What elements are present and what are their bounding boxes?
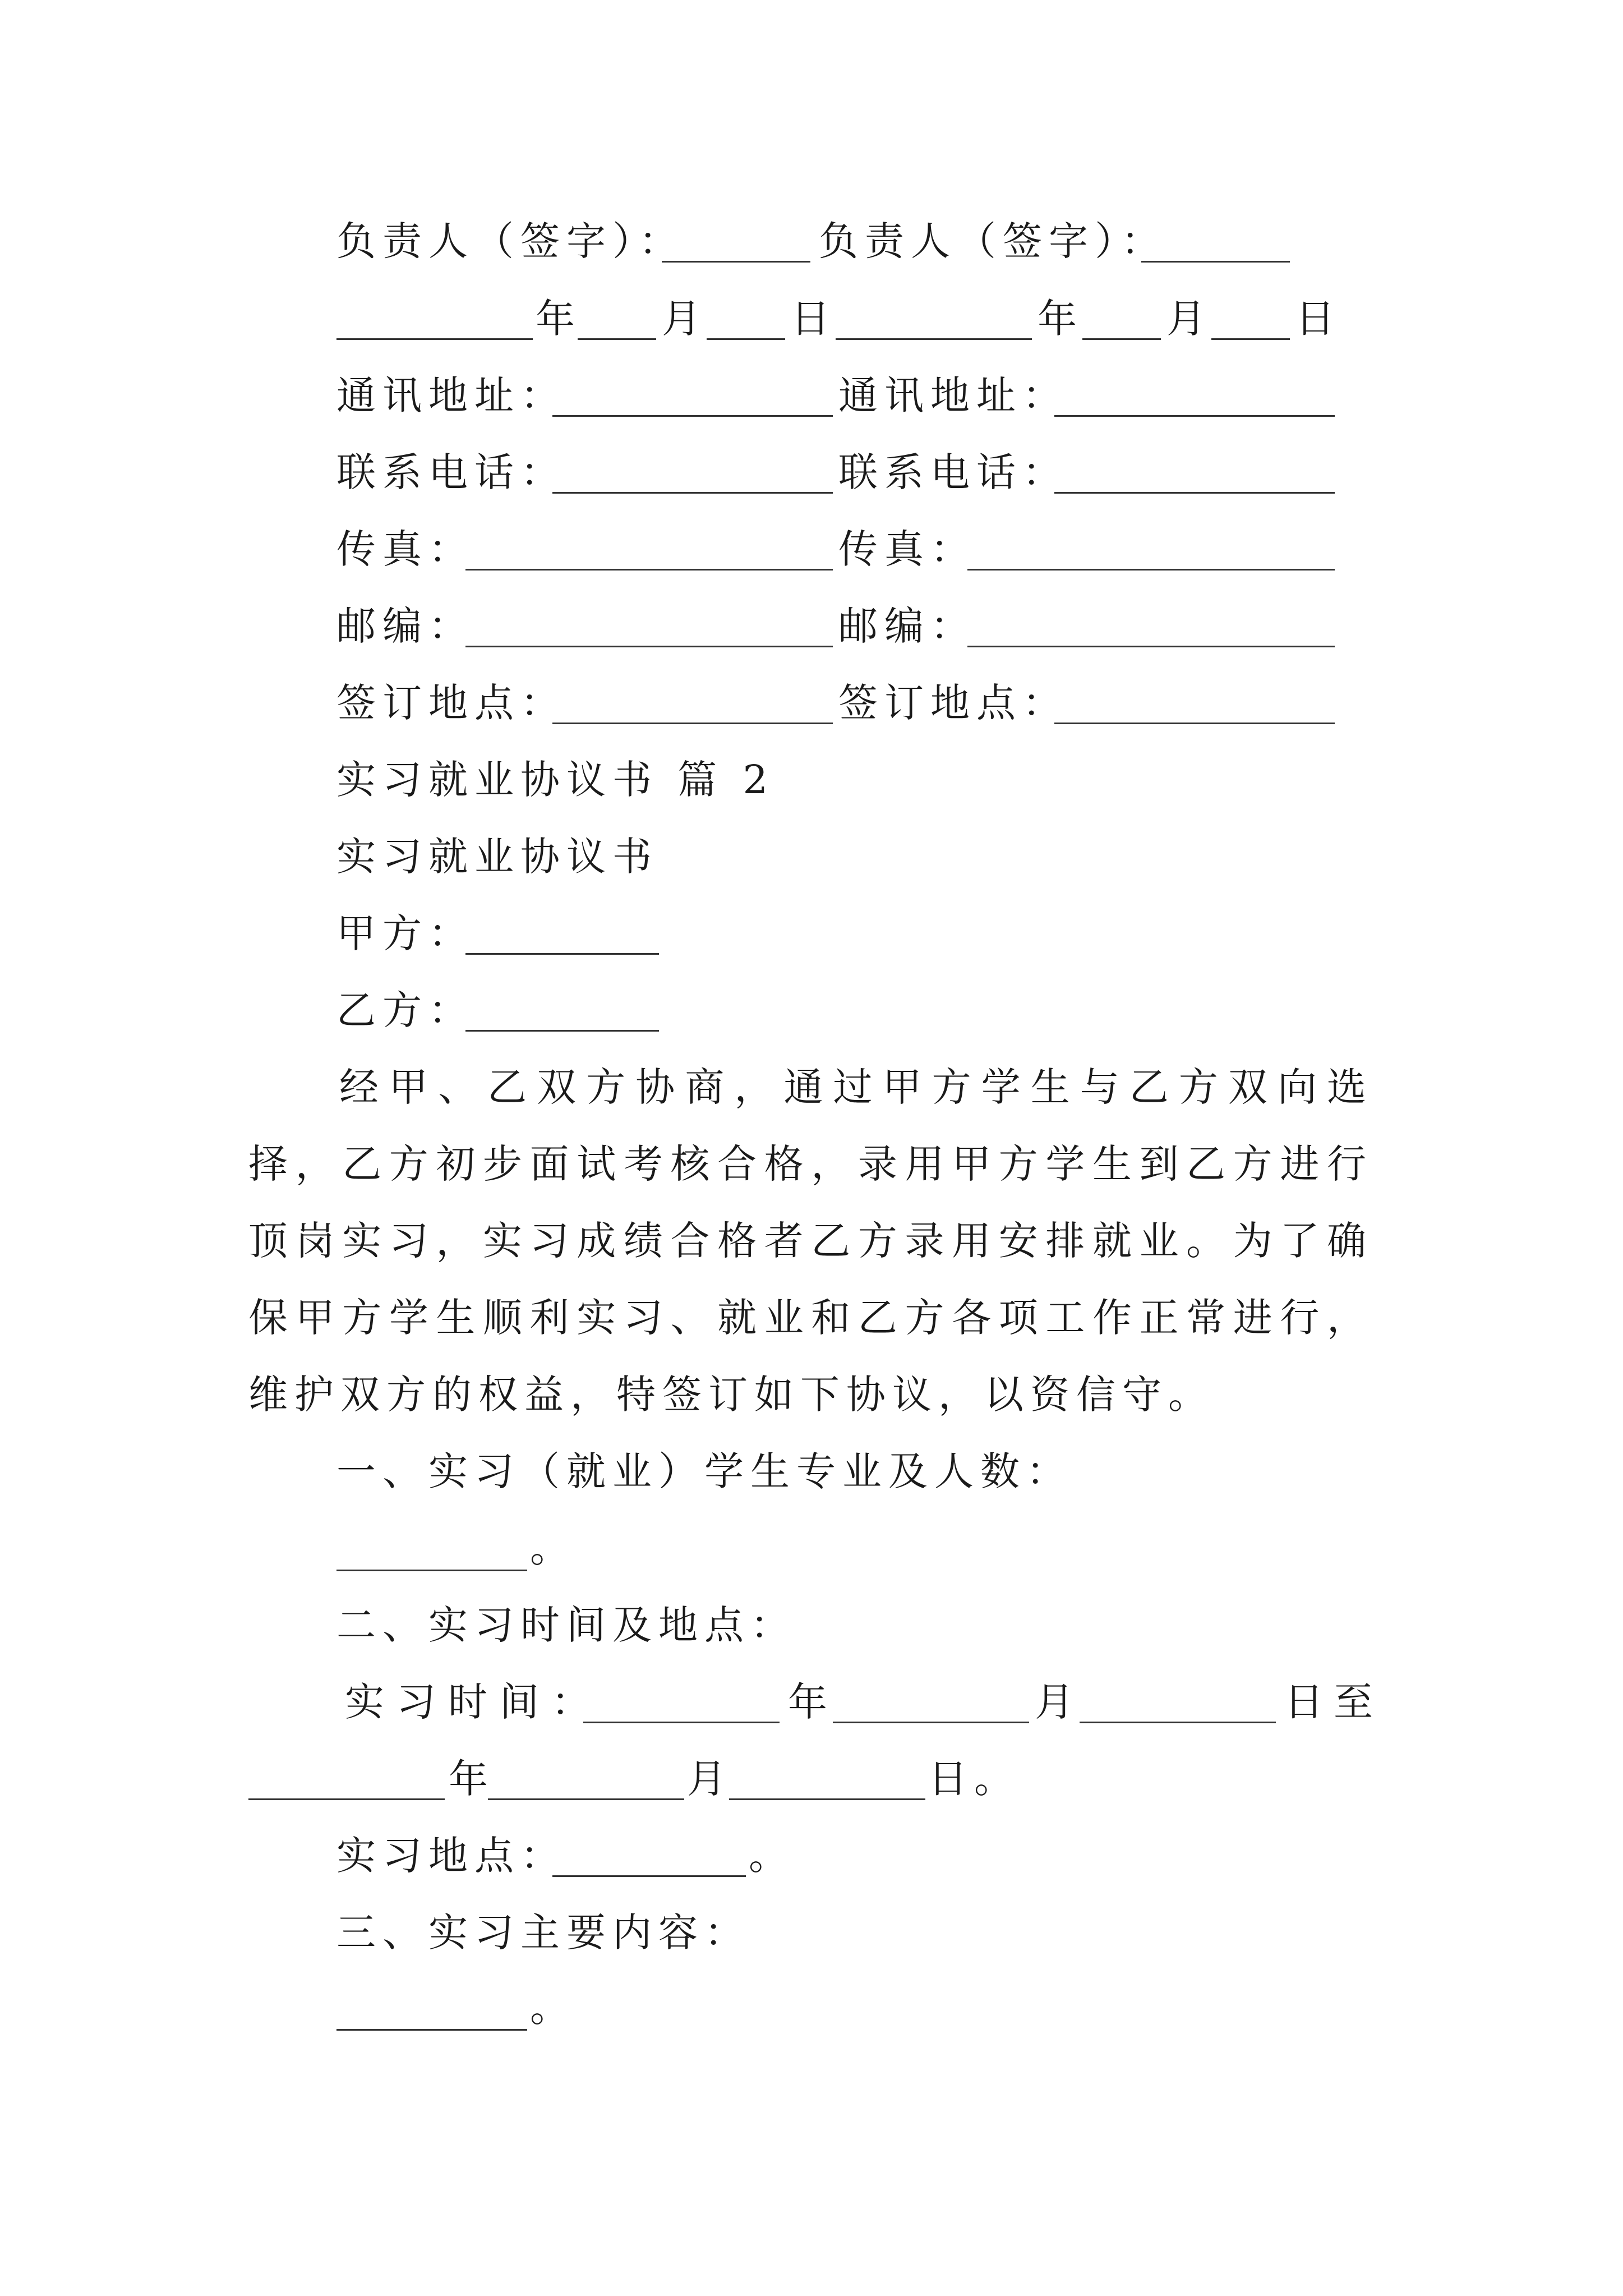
item-1-heading: 一、实习（就业）学生专业及人数： <box>336 1448 1072 1494</box>
time-end-month-label: 月 <box>687 1756 733 1802</box>
sign-place-blank-a <box>552 723 833 724</box>
time-start-day-blank <box>1080 1722 1276 1723</box>
phone-label-a: 联系电话： <box>336 449 566 495</box>
address-blank-a <box>552 415 833 417</box>
address-blank-b <box>1054 415 1335 417</box>
date-month-blank-a <box>578 338 656 340</box>
responsible-label-a: 负责人（签字）： <box>336 218 685 264</box>
fax-blank-a <box>465 569 833 570</box>
date-month-blank-b <box>1082 338 1161 340</box>
fax-blank-b <box>967 569 1335 570</box>
item-3-period: 。 <box>530 1985 576 2031</box>
postcode-blank-b <box>967 646 1335 647</box>
place-label: 实习地点： <box>336 1833 566 1879</box>
sign-place-blank-b <box>1054 723 1335 724</box>
phone-blank-a <box>552 492 833 494</box>
time-start-month-blank <box>833 1722 1029 1723</box>
date-year-label-b: 年 <box>1038 296 1083 342</box>
date-year-label-a: 年 <box>536 296 582 342</box>
time-day-end-label: 日。 <box>928 1756 1020 1802</box>
place-period: 。 <box>749 1833 795 1879</box>
date-month-label-b: 月 <box>1166 296 1212 342</box>
date-day-blank-b <box>1211 338 1290 340</box>
time-end-year-blank <box>248 1798 445 1800</box>
document-title: 实习就业协议书 <box>336 834 658 880</box>
postcode-blank-a <box>465 646 833 647</box>
fax-label-a: 传真： <box>336 526 474 572</box>
party-b-blank <box>465 1030 659 1032</box>
time-start-month-label: 月 <box>1035 1679 1081 1725</box>
party-b-label: 乙方： <box>336 987 474 1033</box>
time-end-month-blank <box>488 1798 684 1800</box>
time-label: 实习时间： <box>345 1679 603 1725</box>
party-a-label: 甲方： <box>336 910 474 956</box>
fax-label-b: 传真： <box>838 526 976 572</box>
item-1-period: 。 <box>530 1525 576 1571</box>
responsible-label-b: 负责人（签字）： <box>819 218 1167 264</box>
section-heading: 实习就业协议书 篇 2 <box>336 757 775 803</box>
time-day-to-label: 日至 <box>1284 1679 1383 1725</box>
postcode-label-a: 邮编： <box>336 603 474 649</box>
time-start-year-blank <box>583 1722 780 1723</box>
date-year-blank-b <box>836 338 1032 340</box>
item-3-heading: 三、实习主要内容： <box>336 1910 750 1955</box>
date-month-label-a: 月 <box>662 296 708 342</box>
intro-paragraph: 经甲、乙双方协商，通过甲方学生与乙方双向选择，乙方初步面试考核合格，录用甲方学生到乙方进行顶岗实习，实习成绩合格者乙方录用安排就业。为了确保甲方学生顺利实习、就业和乙方各项工作正常进行，维护双方的权益，特签订如下协议，以资信守。 <box>248 1064 1373 1418</box>
time-start-year-label: 年 <box>788 1679 834 1725</box>
sign-place-label-b: 签订地点： <box>838 680 1068 726</box>
item-2-heading: 二、实习时间及地点： <box>336 1602 796 1648</box>
date-year-blank-a <box>336 338 533 340</box>
phone-label-b: 联系电话： <box>838 449 1068 495</box>
address-label-a: 通讯地址： <box>336 372 566 418</box>
sign-place-label-a: 签订地点： <box>336 680 566 726</box>
time-end-year-label: 年 <box>449 1756 495 1802</box>
item-1-blank <box>336 1570 527 1571</box>
place-blank <box>552 1875 746 1877</box>
date-day-label-a: 日 <box>791 296 837 342</box>
phone-blank-b <box>1054 492 1335 494</box>
item-3-blank <box>336 2029 527 2031</box>
responsible-blank-b <box>1141 261 1290 263</box>
date-day-label-b: 日 <box>1295 296 1341 342</box>
time-end-day-blank <box>729 1798 925 1800</box>
date-day-blank-a <box>707 338 785 340</box>
party-a-blank <box>465 953 659 955</box>
address-label-b: 通讯地址： <box>838 372 1068 418</box>
responsible-blank-a <box>662 261 810 263</box>
postcode-label-b: 邮编： <box>838 603 976 649</box>
